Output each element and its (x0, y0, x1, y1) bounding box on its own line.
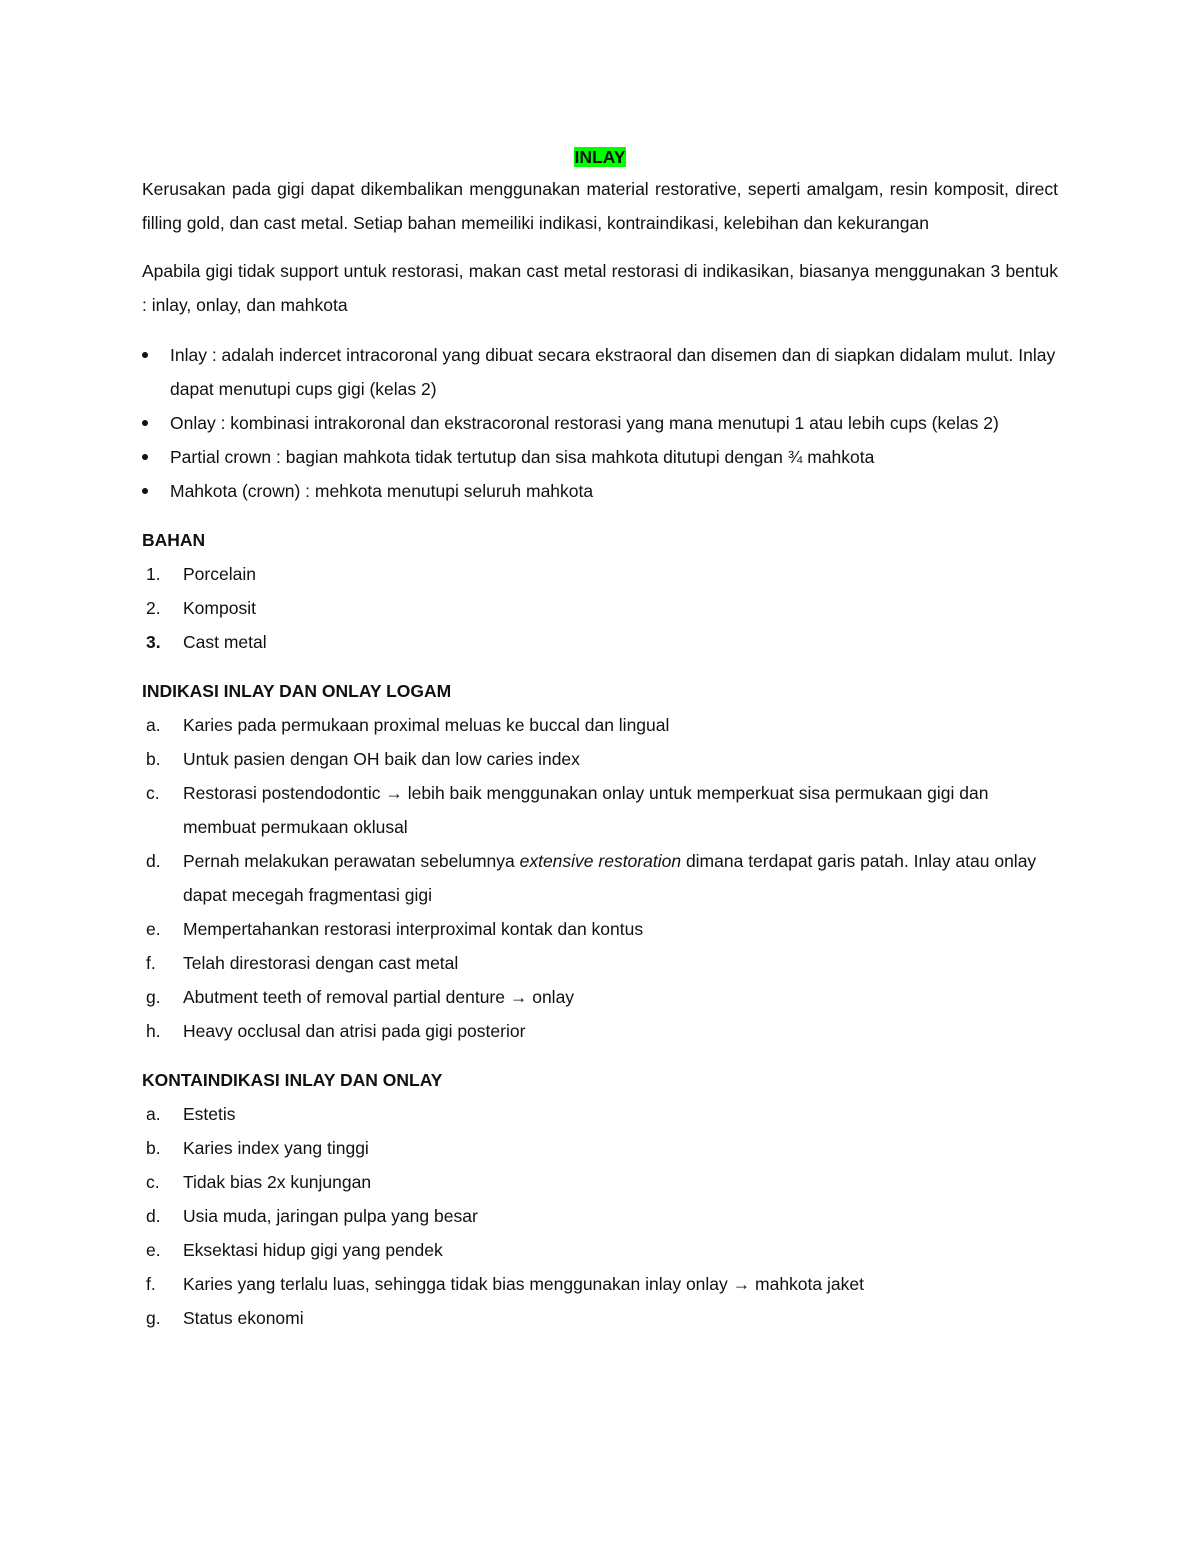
list-item-text: Karies index yang tinggi (183, 1138, 369, 1158)
list-item-text: Telah direstorasi dengan cast metal (183, 953, 459, 973)
list-item (142, 474, 1058, 508)
list-marker: f. (146, 953, 156, 973)
list-item-text: Heavy occlusal dan atrisi pada gigi posterior (183, 1021, 526, 1041)
indikasi-heading: INDIKASI INLAY DAN ONLAY LOGAM (142, 681, 452, 701)
list-marker: e. (146, 1240, 161, 1260)
list-item (142, 591, 1058, 625)
list-item-text: Restorasi postendodontic → lebih baik menggunakan onlay untuk memperkuat sisa permukaan gigi dan membuat permukaan oklusal (183, 783, 989, 837)
list-item-text: Eksektasi hidup gigi yang pendek (183, 1240, 443, 1260)
indikasi-list (142, 708, 1058, 1048)
list-item-text: Tidak bias 2x kunjungan (183, 1172, 372, 1192)
bullet-icon (142, 420, 148, 426)
list-item (142, 912, 1058, 946)
list-item (142, 338, 1058, 406)
list-marker: a. (146, 1104, 161, 1124)
kontraindikasi-heading: KONTAINDIKASI INLAY DAN ONLAY (142, 1070, 443, 1090)
list-item (142, 440, 1058, 474)
list-item-text (183, 851, 1036, 905)
restoration-types-list (142, 338, 1058, 508)
list-marker: b. (146, 749, 161, 769)
list-item-text: Partial crown : bagian mahkota tidak tertutup dan sisa mahkota ditutupi dengan ¾ mahkota (170, 447, 875, 467)
list-marker: 2. (146, 598, 161, 618)
list-item-text: Onlay : kombinasi intrakoronal dan ekstracoronal restorasi yang mana menutupi 1 atau lebih cups (kelas 2) (170, 413, 999, 433)
list-item (142, 625, 1058, 659)
list-item-text: Status ekonomi (183, 1308, 304, 1328)
bullet-icon (142, 352, 148, 358)
list-item-text: Cast metal (183, 632, 267, 652)
document-title: INLAY (574, 147, 626, 167)
text-segment: Pernah melakukan perawatan sebelumnya (183, 851, 520, 871)
list-item (142, 946, 1058, 980)
list-item (142, 742, 1058, 776)
list-item-text: Mempertahankan restorasi interproximal kontak dan kontus (183, 919, 644, 939)
text-segment: dimana terdapat garis patah. Inlay atau onlay dapat mecegah fragmentasi gigi (183, 851, 1037, 905)
list-item-text: Karies yang terlalu luas, sehingga tidak bias menggunakan inlay onlay → mahkota jaket (183, 1274, 864, 1294)
list-item-text: Usia muda, jaringan pulpa yang besar (183, 1206, 478, 1226)
list-item (142, 1199, 1058, 1233)
bullet-icon (142, 454, 148, 460)
list-item-text: Porcelain (183, 564, 256, 584)
bahan-list (142, 557, 1058, 659)
list-item (142, 1165, 1058, 1199)
list-item (142, 1131, 1058, 1165)
list-item (142, 1233, 1058, 1267)
list-item (142, 406, 1058, 440)
list-marker: c. (146, 783, 160, 803)
list-item (142, 1301, 1058, 1335)
list-item (142, 708, 1058, 742)
list-marker: g. (146, 987, 161, 1007)
list-marker: b. (146, 1138, 161, 1158)
list-item-text: Mahkota (crown) : mehkota menutupi seluruh mahkota (170, 481, 594, 501)
italic-term: extensive restoration (519, 851, 682, 871)
title-row (142, 142, 1058, 172)
indication-paragraph: Apabila gigi tidak support untuk restorasi, makan cast metal restorasi di indikasikan, biasanya menggunakan 3 bentuk : inlay, onlay, dan mahkota (142, 261, 1058, 315)
kontraindikasi-list (142, 1097, 1058, 1335)
list-item (142, 1267, 1058, 1301)
list-item (142, 844, 1058, 912)
list-item-text: Karies pada permukaan proximal meluas ke buccal dan lingual (183, 715, 670, 735)
list-marker: f. (146, 1274, 156, 1294)
list-item-text: Estetis (183, 1104, 236, 1124)
list-marker: g. (146, 1308, 161, 1328)
document-page (142, 142, 1058, 1335)
list-item (142, 557, 1058, 591)
list-marker: 1. (146, 564, 161, 584)
list-marker: 3. (146, 632, 161, 652)
list-item (142, 1014, 1058, 1048)
list-marker: e. (146, 919, 161, 939)
list-item-text: Abutment teeth of removal partial denture → onlay (183, 987, 575, 1007)
bahan-heading: BAHAN (142, 530, 206, 550)
bullet-icon (142, 488, 148, 494)
list-item (142, 776, 1058, 844)
list-marker: c. (146, 1172, 160, 1192)
list-marker: d. (146, 1206, 161, 1226)
list-item (142, 1097, 1058, 1131)
intro-paragraph: Kerusakan pada gigi dapat dikembalikan menggunakan material restorative, seperti amalgam, resin komposit, direct filling gold, dan cast metal. Setiap bahan memeiliki indikasi, kontraindikasi, kelebihan dan kekurangan (142, 179, 1058, 233)
list-item-text: Inlay : adalah indercet intracoronal yang dibuat secara ekstraoral dan disemen dan di siapkan didalam mulut. Inlay dapat menutupi cups gigi (kelas 2) (170, 345, 1056, 399)
list-item-text: Untuk pasien dengan OH baik dan low caries index (183, 749, 580, 769)
list-marker: d. (146, 851, 161, 871)
list-item (142, 980, 1058, 1014)
list-marker: h. (146, 1021, 161, 1041)
list-item-text: Komposit (183, 598, 256, 618)
list-marker: a. (146, 715, 161, 735)
